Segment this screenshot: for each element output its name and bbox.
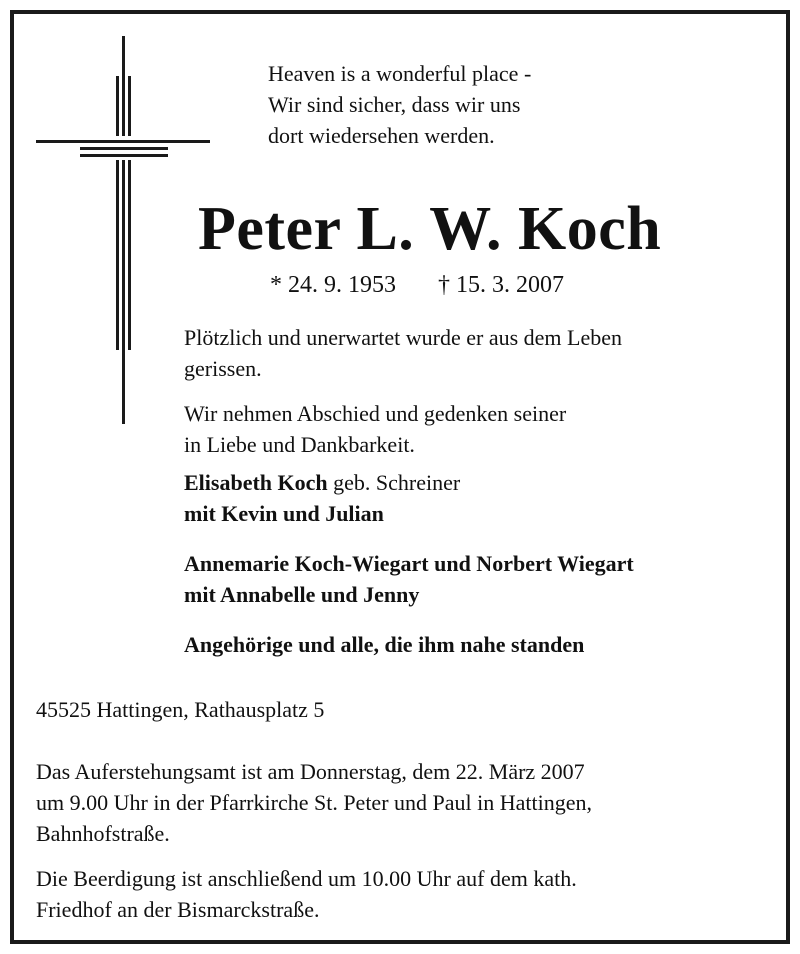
family1-line: [184, 467, 460, 498]
address-line: 45525 Hattingen, Rathausplatz 5: [36, 697, 325, 722]
quote-line: Wir sind sicher, dass wir uns: [268, 92, 521, 117]
burial-info: [36, 863, 577, 925]
farewell-text: [184, 398, 566, 460]
burial-line: Die Beerdigung ist anschließend um 10.00 Uhr auf dem kath.: [36, 866, 577, 891]
quote: [268, 58, 531, 151]
text-line: Wir nehmen Abschied und gedenken seiner: [184, 401, 567, 426]
address: [36, 694, 324, 725]
text-line: Plötzlich und unerwartet wurde er aus dem Leben: [184, 325, 623, 350]
family1-name: Elisabeth Koch: [184, 470, 328, 495]
quote-line: Heaven is a wonderful place -: [268, 61, 532, 86]
life-dates: [270, 272, 564, 299]
family2-name: Annemarie Koch-Wiegart und Norbert Wiegart: [184, 551, 634, 576]
death-date: † 15. 3. 2007: [438, 272, 564, 298]
birth-date: * 24. 9. 1953: [270, 272, 396, 298]
text-line: gerissen.: [184, 356, 262, 381]
mourners-family2: [184, 548, 634, 610]
quote-line: dort wiedersehen werden.: [268, 123, 495, 148]
text-line: in Liebe und Dankbarkeit.: [184, 432, 415, 457]
family1-children: mit Kevin und Julian: [184, 501, 384, 526]
deceased-name: Peter L. W. Koch: [198, 195, 662, 263]
service-line: Das Auferstehungsamt ist am Donnerstag, dem 22. März 2007: [36, 759, 585, 784]
service-line: Bahnhofstraße.: [36, 821, 170, 846]
mourners-others: [184, 629, 584, 660]
mourners-family1: [184, 467, 460, 529]
family1-suffix: geb. Schreiner: [327, 470, 461, 495]
family2-children: mit Annabelle und Jenny: [184, 582, 420, 607]
service-line: um 9.00 Uhr in der Pfarrkirche St. Peter und Paul in Hattingen,: [36, 790, 593, 815]
sudden-death-text: [184, 322, 622, 384]
others-line: Angehörige und alle, die ihm nahe standen: [184, 632, 585, 657]
service-info: [36, 756, 592, 849]
burial-line: Friedhof an der Bismarckstraße.: [36, 897, 320, 922]
